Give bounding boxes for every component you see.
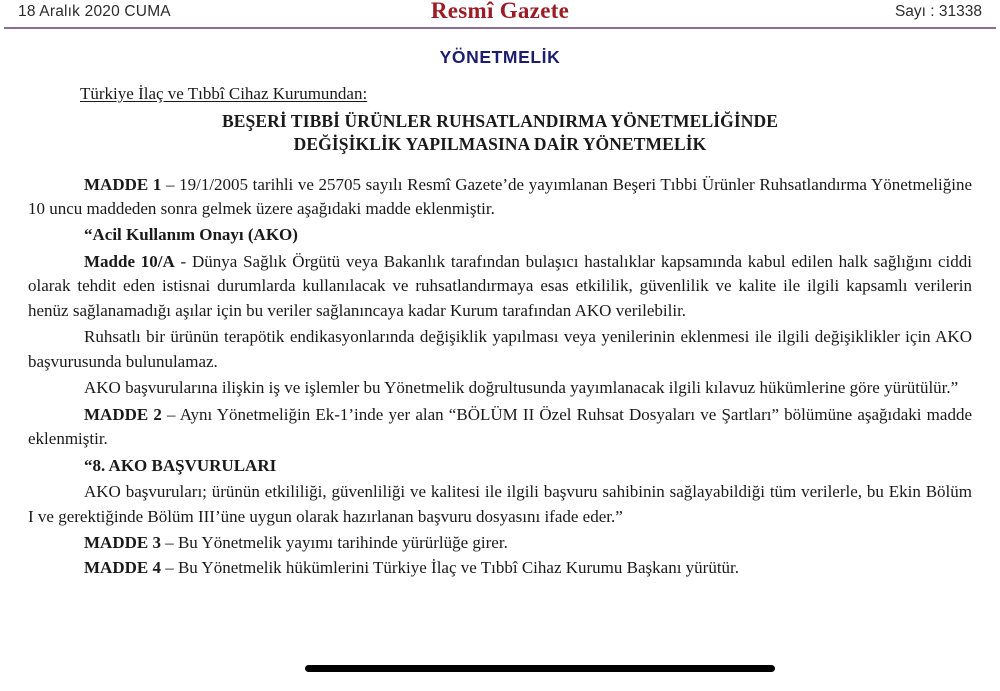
madde-2-dash: – bbox=[161, 404, 180, 424]
masthead-divider-rule bbox=[4, 27, 996, 29]
madde-10a-text: Dünya Sağlık Örgütü veya Bakanlık tarafından bulaşıcı hastalıklar kapsamında kabul edilen halk sağlığını ciddi olarak tehdit eden istisnai durumlarda kullanılacak ve ruhsatlandırmaya esas etkililik, güvenlilik ve kalite ile ilgili kapsamlı verilerin henüz sağlanamadığı aşılar için bu veriler sağlanıncaya kadar Kurum tarafından AKO verilebilir. bbox=[28, 251, 972, 320]
madde-3-label: MADDE 3 bbox=[84, 533, 161, 553]
document-title-line-2: DEĞİŞİKLİK YAPILMASINA DAİR YÖNETMELİK bbox=[293, 134, 707, 155]
paragraph-madde-10a bbox=[28, 250, 972, 323]
madde-4-dash: – bbox=[160, 557, 178, 577]
document-body bbox=[28, 84, 972, 581]
paragraph-acil-kullanim-onayi-heading bbox=[28, 223, 972, 247]
ako-basvurulari-tanim-text: AKO başvuruları; ürünün etkililiği, güvenliliği ve kalitesi ile ilgili başvuru sahibinin sağlayabildiği tüm verilerle, bu Ekin Bölüm I ve gerektiğinde Bölüm III’üne uygun olarak hazırlanan başvuru dosyasını ifade eder.” bbox=[28, 482, 972, 526]
madde-1-label: MADDE 1 bbox=[84, 174, 162, 194]
masthead-date: 18 Aralık 2020 CUMA bbox=[18, 3, 171, 20]
paragraph-madde-2 bbox=[28, 403, 972, 452]
madde-2-text: Aynı Yönetmeliğin Ek-1’inde yer alan “BÖLÜM II Özel Ruhsat Dosyaları ve Şartları” bölümüne aşağıdaki madde eklenmiştir. bbox=[28, 404, 972, 449]
madde-3-text: Bu Yönetmelik yayımı tarihinde yürürlüğe girer. bbox=[177, 533, 508, 553]
madde-10a-dash: - bbox=[174, 251, 192, 271]
issuing-authority: Türkiye İlaç ve Tıbbî Cihaz Kurumundan: bbox=[80, 84, 368, 103]
madde-4-text: Bu Yönetmelik hükümlerini Türkiye İlaç ve Tıbbî Cihaz Kurumu Başkanı yürütür. bbox=[177, 557, 740, 577]
document-title bbox=[28, 110, 972, 157]
masthead-issue-number: Sayı : 31338 bbox=[894, 3, 982, 20]
madde-1-dash: – bbox=[161, 174, 180, 194]
section-label-yonetmelik: YÖNETMELİK bbox=[439, 47, 561, 67]
end-of-document-bar bbox=[305, 665, 775, 672]
masthead-title: Resmî Gazete bbox=[430, 0, 570, 23]
ako-basvurulari-heading-label: “8. AKO BAŞVURULARI bbox=[84, 455, 277, 475]
masthead bbox=[0, 0, 1000, 28]
acil-kullanim-onayi-heading-label: “Acil Kullanım Onayı (AKO) bbox=[84, 225, 298, 245]
paragraph-madde-4 bbox=[28, 556, 972, 581]
madde-1-text: 19/1/2005 tarihli ve 25705 sayılı Resmî Gazete’de yayımlanan Beşeri Tıbbi Ürünler Ruhsatlandırma Yönetmeliğine 10 uncu maddeden sonra gelmek üzere aşağıdaki madde eklenmiştir. bbox=[28, 174, 972, 218]
ako-basvurulari-islemler-text: AKO başvurularına ilişkin iş ve işlemler bu Yönetmelik doğrultusunda yayımlanacak ilgili kılavuz hükümlerine göre yürütülür.” bbox=[84, 378, 959, 398]
paragraph-madde-1 bbox=[28, 173, 972, 222]
paragraph-ako-basvurulari-tanim bbox=[28, 480, 972, 529]
madde-4-label: MADDE 4 bbox=[84, 557, 161, 577]
paragraph-ruhsatli-urun bbox=[28, 325, 972, 374]
paragraph-madde-3 bbox=[28, 531, 972, 556]
madde-2-label: MADDE 2 bbox=[84, 404, 162, 424]
document-title-line-1: BEŞERİ TIBBİ ÜRÜNLER RUHSATLANDIRMA YÖNETMELİĞİNDE bbox=[221, 111, 779, 131]
madde-10a-label: Madde 10/A bbox=[84, 251, 175, 271]
madde-3-dash: – bbox=[160, 533, 178, 553]
paragraph-ako-basvurulari-heading bbox=[28, 454, 972, 478]
paragraph-ako-basvurulari-islemler bbox=[28, 376, 972, 400]
ruhsatli-urun-text: Ruhsatlı bir ürünün terapötik endikasyonlarında değişiklik yapılması veya yenilerinin eklenmesi ile ilgili değişiklikler için AKO başvurusunda bulunulamaz. bbox=[28, 327, 972, 371]
